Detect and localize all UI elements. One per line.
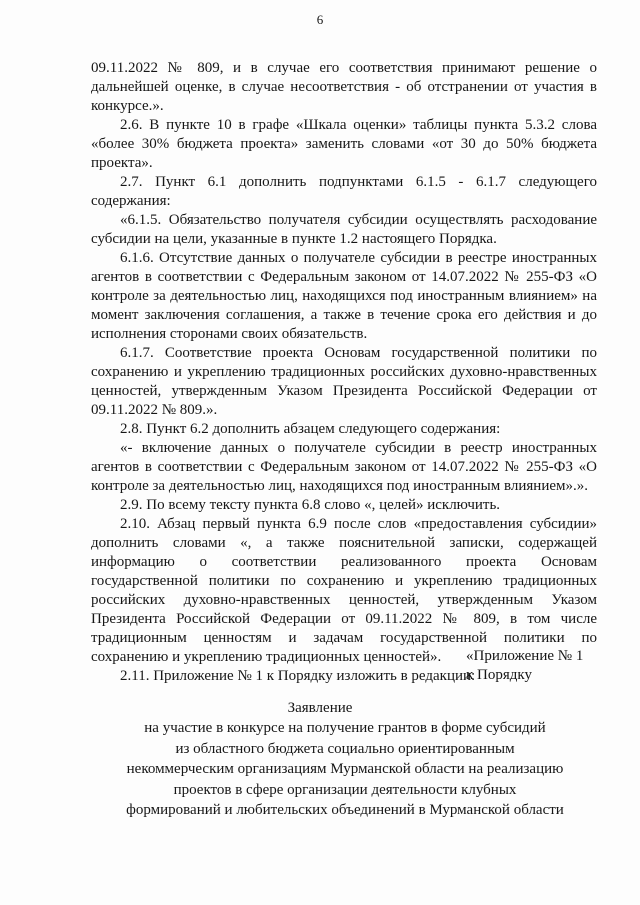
paragraph-2-8-insert: «- включение данных о получателе субсидии в реестр иностранных агентов в соответствии с Федеральным законом от 14.07.2022 № 255-ФЗ «О контроле за деятельностью лиц, находящихся под иностранным влиянием».».	[91, 440, 597, 494]
statement-title: Заявление	[287, 700, 353, 716]
appendix-ref-line-2: к Порядку	[466, 667, 532, 683]
paragraph-2-11: 2.11. Приложение № 1 к Порядку изложить в редакции:	[120, 668, 476, 684]
appendix-ref-line-1: «Приложение № 1	[466, 648, 584, 664]
paragraph-6-1-7: 6.1.7. Соответствие проекта Основам государственной политики по сохранению и укреплению традиционных российских духовно-нравственных ценностей, утвержденным Указом Президента Российской Федерации от 09.11.2022 № 809.».	[91, 345, 597, 418]
paragraph-2-7: 2.7. Пункт 6.1 дополнить подпунктами 6.1.5 - 6.1.7 следующего содержания:	[91, 174, 597, 209]
paragraph-2-9: 2.9. По всему тексту пункта 6.8 слово «, целей» исключить.	[120, 497, 501, 513]
statement-subtitle-line-5: формирований и любительских объединений в Мурманской области	[126, 802, 564, 818]
statement-subtitle-line-2: из областного бюджета социально ориентированным	[175, 740, 515, 757]
statement-subtitle-line-4: проектов в сфере организации деятельности клубных	[173, 781, 517, 798]
statement-subtitle-line-3: некоммерческим организациям Мурманской области на реализацию	[126, 761, 564, 777]
page-number: 6	[316, 12, 324, 27]
paragraph-2-10: 2.10. Абзац первый пункта 6.9 после слов «предоставления субсидии» дополнить словами «, а также пояснительной записки, содержащей информацию о соответствии реализованного проекта Основам государственной политики по сохранению и укреплению традиционных российских духовно-нравственных ценностей, утвержденным Указом Президента Российской Федерации от 09.11.2022 № 809, в том числе традиционным ценностям и задачам государственной политики по сохранению и укреплению традиционных ценностей».	[91, 516, 597, 665]
paragraph-6-1-5: «6.1.5. Обязательство получателя субсидии осуществлять расходование субсидии на цели, указанные в пункте 1.2 настоящего Порядка.	[91, 212, 597, 247]
paragraph-2-8: 2.8. Пункт 6.2 дополнить абзацем следующего содержания:	[120, 421, 501, 437]
appendix-reference	[466, 647, 583, 685]
document-body	[91, 59, 597, 686]
statement-subtitle	[0, 718, 640, 821]
paragraph-continuation: 09.11.2022 № 809, и в случае его соответствия принимают решение о дальнейшей оценке, в случае несоответствия - об отстранении от участия в конкурсе.».	[91, 60, 597, 114]
statement-subtitle-line-1: на участие в конкурсе на получение грантов в форме субсидий	[144, 720, 546, 736]
paragraph-2-6: 2.6. В пункте 10 в графе «Шкала оценки» таблицы пункта 5.3.2 слова «более 30% бюджета проекта» заменить словами «от 30 до 50% бюджета проекта».	[91, 117, 597, 171]
paragraph-6-1-6: 6.1.6. Отсутствие данных о получателе субсидии в реестре иностранных агентов в соответствии с Федеральным законом от 14.07.2022 № 255-ФЗ «О контроле за деятельностью лиц, находящихся под иностранным влиянием» на момент заключения соглашения, а также в течение срока его действия и до исполнения сторонами своих обязательств.	[91, 250, 597, 342]
